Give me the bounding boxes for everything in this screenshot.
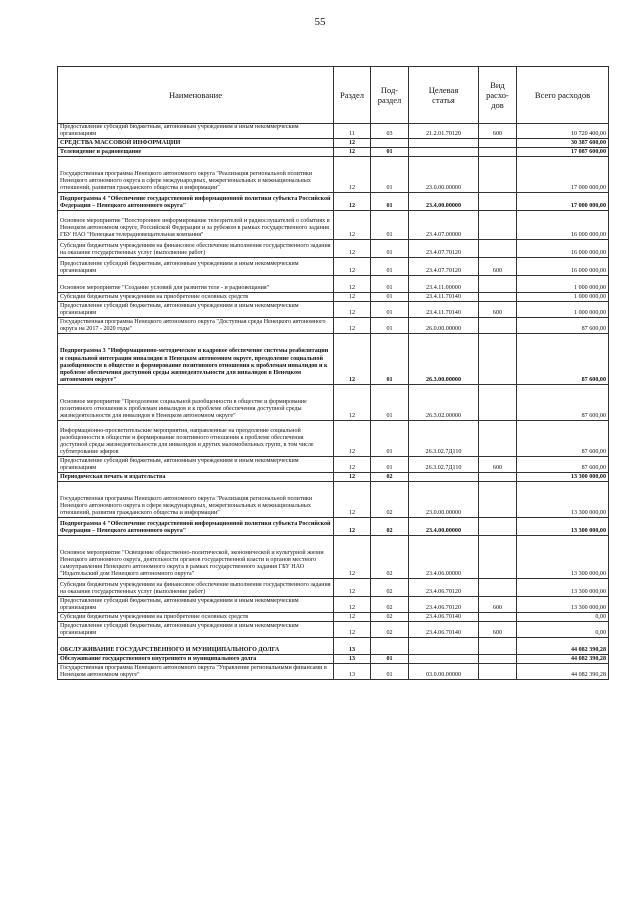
cell-subsection: 01: [371, 193, 409, 211]
cell-name: Предоставление субсидий бюджетным, автономным учреждениям и иным некоммерческим организациям: [58, 302, 334, 318]
table-row: [58, 638, 609, 655]
cell-name: Телевидение и радиовещание: [58, 148, 334, 157]
cell-name: Субсидии бюджетным учреждениям на приобретение основных средств: [58, 613, 334, 622]
cell-subsection: 02: [371, 473, 409, 482]
cell-name: Государственная программа Ненецкого автономного округа "Доступная среда Ненецкого автономного округа на 2017 - 2020 годы": [58, 318, 334, 334]
cell-section: 13: [334, 664, 371, 680]
cell-total: 13 300 000,00: [517, 579, 609, 597]
cell-name: Государственная программа Ненецкого автономного округа "Реализация региональной политики Ненецкого автономного округа в сфере международных, межрегиональных и межнациональных отношений, развития гражданского общества и информации": [58, 157, 334, 193]
cell-name: СРЕДСТВА МАССОВОЙ ИНФОРМАЦИИ: [58, 139, 334, 148]
cell-total: 87 600,00: [517, 385, 609, 421]
cell-section: 12: [334, 318, 371, 334]
table-row: [58, 302, 609, 318]
cell-name: Субсидии бюджетным учреждениям на финансовое обеспечение выполнения государственного задания на оказание государственных услуг (выполнение работ): [58, 579, 334, 597]
cell-total: 17 000 000,00: [517, 193, 609, 211]
cell-total: 30 387 600,00: [517, 139, 609, 148]
table-row: [58, 318, 609, 334]
cell-total: 13 300 000,00: [517, 518, 609, 536]
cell-total: 87 600,00: [517, 421, 609, 457]
table-row: [58, 139, 609, 148]
cell-name: Государственная программа Ненецкого автономного округа "Реализация региональной политики Ненецкого автономного округа в сфере международных, межрегиональных и межнациональных отношений, развития гражданского общества и информации": [58, 482, 334, 518]
cell-section: 12: [334, 240, 371, 258]
cell-section: 13: [334, 655, 371, 664]
table-row: [58, 613, 609, 622]
table-row: [58, 664, 609, 680]
table-row: [58, 334, 609, 385]
cell-expense-type: [479, 421, 517, 457]
cell-name: Предоставление субсидий бюджетным, автономным учреждениям и иным некоммерческим организациям: [58, 622, 334, 638]
cell-subsection: [371, 139, 409, 148]
cell-section: 12: [334, 613, 371, 622]
cell-expense-type: 600: [479, 258, 517, 276]
cell-target: 26.3.02.7Д110: [409, 457, 479, 473]
table-row: [58, 157, 609, 193]
cell-section: 12: [334, 482, 371, 518]
cell-section: 12: [334, 193, 371, 211]
cell-section: 12: [334, 211, 371, 240]
cell-total: 44 082 390,28: [517, 664, 609, 680]
cell-name: Субсидии бюджетным учреждениям на приобретение основных средств: [58, 293, 334, 302]
cell-section: 11: [334, 124, 371, 139]
cell-subsection: 02: [371, 597, 409, 613]
cell-section: 13: [334, 638, 371, 655]
cell-subsection: 01: [371, 293, 409, 302]
cell-subsection: 01: [371, 655, 409, 664]
table-row: [58, 211, 609, 240]
cell-total: 44 082 390,28: [517, 655, 609, 664]
table-row: [58, 193, 609, 211]
budget-table: [57, 66, 609, 680]
cell-section: 12: [334, 473, 371, 482]
table-row: [58, 148, 609, 157]
cell-total: 44 082 390,28: [517, 638, 609, 655]
table-row: [58, 518, 609, 536]
cell-subsection: 03: [371, 124, 409, 139]
header-name: Наименование: [58, 67, 334, 124]
cell-subsection: [371, 638, 409, 655]
cell-target: 21.2.01.70120: [409, 124, 479, 139]
table-row: [58, 124, 609, 139]
table-row: [58, 579, 609, 597]
cell-name: Подпрограмма 4 "Обеспечение государственной информационной политики субъекта Российской Федерации – Ненецкого автономного округа": [58, 518, 334, 536]
cell-subsection: 01: [371, 148, 409, 157]
cell-section: 12: [334, 597, 371, 613]
cell-name: Обслуживание государственного внутреннего и муниципального долга: [58, 655, 334, 664]
cell-target: 23.0.00.00000: [409, 157, 479, 193]
cell-name: Государственная программа Ненецкого автономного округа "Управление региональными финансами в Ненецком автономном округе": [58, 664, 334, 680]
cell-target: [409, 638, 479, 655]
cell-total: 13 300 000,00: [517, 536, 609, 579]
cell-expense-type: [479, 482, 517, 518]
header-total: Всего расходов: [517, 67, 609, 124]
cell-expense-type: [479, 193, 517, 211]
cell-total: 1 000 000,00: [517, 276, 609, 293]
cell-subsection: 02: [371, 579, 409, 597]
cell-target: 23.4.11.00000: [409, 276, 479, 293]
cell-target: 23.4.06.70140: [409, 613, 479, 622]
cell-total: 1 000 000,00: [517, 293, 609, 302]
cell-subsection: 01: [371, 385, 409, 421]
cell-section: 12: [334, 536, 371, 579]
cell-expense-type: [479, 157, 517, 193]
cell-subsection: 02: [371, 482, 409, 518]
cell-section: 12: [334, 579, 371, 597]
table-row: [58, 385, 609, 421]
cell-expense-type: [479, 579, 517, 597]
cell-expense-type: [479, 473, 517, 482]
cell-subsection: 01: [371, 334, 409, 385]
cell-expense-type: [479, 385, 517, 421]
cell-expense-type: [479, 211, 517, 240]
cell-target: 23.4.00.00000: [409, 518, 479, 536]
cell-subsection: 01: [371, 302, 409, 318]
cell-target: 23.4.07.00000: [409, 211, 479, 240]
cell-total: 16 000 000,00: [517, 258, 609, 276]
table-header-row: [58, 67, 609, 124]
cell-section: 12: [334, 258, 371, 276]
cell-expense-type: [479, 148, 517, 157]
cell-section: 12: [334, 622, 371, 638]
cell-subsection: 02: [371, 536, 409, 579]
cell-name: Субсидии бюджетным учреждениям на финансовое обеспечение выполнения государственного задания на оказание государственных услуг (выполнение работ): [58, 240, 334, 258]
cell-target: [409, 148, 479, 157]
cell-target: 23.4.07.70120: [409, 258, 479, 276]
cell-section: 12: [334, 421, 371, 457]
cell-target: 23.0.00.00000: [409, 482, 479, 518]
cell-expense-type: [479, 536, 517, 579]
cell-name: Предоставление субсидий бюджетным, автономным учреждениям и иным некоммерческим организациям: [58, 597, 334, 613]
cell-total: 0,00: [517, 613, 609, 622]
table-row: [58, 655, 609, 664]
cell-total: 87 600,00: [517, 334, 609, 385]
cell-expense-type: [479, 518, 517, 536]
cell-subsection: 01: [371, 318, 409, 334]
table-row: [58, 258, 609, 276]
cell-section: 12: [334, 157, 371, 193]
table-row: [58, 482, 609, 518]
cell-total: 17 000 000,00: [517, 157, 609, 193]
cell-expense-type: [479, 240, 517, 258]
cell-target: 23.4.06.70120: [409, 579, 479, 597]
cell-subsection: 01: [371, 258, 409, 276]
cell-target: 26.3.02.00000: [409, 385, 479, 421]
table-row: [58, 597, 609, 613]
header-target: Целевая статья: [409, 67, 479, 124]
cell-target: 23.4.07.70120: [409, 240, 479, 258]
table-row: [58, 622, 609, 638]
cell-target: [409, 655, 479, 664]
cell-expense-type: [479, 638, 517, 655]
cell-expense-type: [479, 318, 517, 334]
cell-subsection: 01: [371, 240, 409, 258]
cell-expense-type: [479, 276, 517, 293]
cell-target: 26.3.02.7Д110: [409, 421, 479, 457]
table-row: [58, 421, 609, 457]
cell-expense-type: 600: [479, 622, 517, 638]
cell-section: 12: [334, 457, 371, 473]
cell-section: 12: [334, 276, 371, 293]
page-number: 55: [314, 16, 326, 28]
cell-section: 12: [334, 148, 371, 157]
cell-subsection: 02: [371, 518, 409, 536]
table-row: [58, 240, 609, 258]
cell-target: 23.4.06.70140: [409, 622, 479, 638]
cell-expense-type: [479, 655, 517, 664]
header-expense-type: Вид расхо- дов: [479, 67, 517, 124]
cell-name: ОБСЛУЖИВАНИЕ ГОСУДАРСТВЕННОГО И МУНИЦИПАЛЬНОГО ДОЛГА: [58, 638, 334, 655]
cell-total: 87 600,00: [517, 457, 609, 473]
cell-total: 1 000 000,00: [517, 302, 609, 318]
cell-target: 26.0.00.00000: [409, 318, 479, 334]
cell-expense-type: 600: [479, 597, 517, 613]
cell-total: 13 300 000,00: [517, 597, 609, 613]
cell-subsection: 01: [371, 457, 409, 473]
cell-expense-type: [479, 139, 517, 148]
cell-name: Предоставление субсидий бюджетным, автономным учреждениям и иным некоммерческим организациям: [58, 258, 334, 276]
cell-expense-type: [479, 664, 517, 680]
cell-target: 26.3.00.00000: [409, 334, 479, 385]
cell-subsection: 01: [371, 211, 409, 240]
cell-total: 13 300 000,00: [517, 482, 609, 518]
cell-name: Информационно-просветительские мероприятия, направленные на преодоление социальной разобщенности в обществе и формирование позитивного отношения к проблеме обеспечения доступной среды жизнедеятельности для инвалидов и других маломобильных групп, в том числе субтитрование эфиров: [58, 421, 334, 457]
cell-subsection: 02: [371, 622, 409, 638]
cell-expense-type: 600: [479, 124, 517, 139]
cell-section: 12: [334, 302, 371, 318]
cell-name: Основное мероприятие "Всестороннее информирование телезрителей и радиослушателей о событиях в Ненецком автономном округе, Российской Федерации и за рубежом в рамках государственного задания ГБУ НАО "Ненецкая телерадиовещательная компания": [58, 211, 334, 240]
cell-section: 12: [334, 334, 371, 385]
cell-total: 87 600,00: [517, 318, 609, 334]
cell-section: 12: [334, 518, 371, 536]
table-row: [58, 293, 609, 302]
header-subsection: Под- раздел: [371, 67, 409, 124]
table-row: [58, 457, 609, 473]
cell-name: Предоставление субсидий бюджетным, автономным учреждениям и иным некоммерческим организациям: [58, 457, 334, 473]
cell-target: 23.4.06.00000: [409, 536, 479, 579]
cell-subsection: 01: [371, 157, 409, 193]
cell-total: 16 000 000,00: [517, 211, 609, 240]
cell-total: 13 300 000,00: [517, 473, 609, 482]
cell-name: Основное мероприятие "Освещение общественно-политической, экономической и культурной жизни Ненецкого автономного округа, деятельности органов государственной власти и органов местного самоуправления Ненецкого автономного округа в рамках государственного задания ГБУ НАО "Издательский дом Ненецкого автономного округа": [58, 536, 334, 579]
cell-target: [409, 473, 479, 482]
cell-section: 12: [334, 139, 371, 148]
cell-total: 10 720 400,00: [517, 124, 609, 139]
cell-name: Подпрограмма 4 "Обеспечение государственной информационной политики субъекта Российской Федерации – Ненецкого автономного округа": [58, 193, 334, 211]
cell-total: 16 000 000,00: [517, 240, 609, 258]
cell-expense-type: 600: [479, 457, 517, 473]
table-row: [58, 473, 609, 482]
cell-name: Основное мероприятие "Преодоление социальной разобщенности в обществе и формирование позитивного отношения к проблемам инвалидов и к проблеме обеспечения доступной среды жизнедеятельности для инвалидов в Ненецком автономном округе": [58, 385, 334, 421]
table-row: [58, 536, 609, 579]
cell-name: Предоставление субсидий бюджетным, автономным учреждениям и иным некоммерческим организациям: [58, 124, 334, 139]
cell-name: Периодическая печать и издательства: [58, 473, 334, 482]
cell-expense-type: [479, 334, 517, 385]
cell-subsection: 01: [371, 276, 409, 293]
cell-section: 12: [334, 385, 371, 421]
table-row: [58, 276, 609, 293]
cell-name: Основное мероприятие "Создание условий для развития теле - и радиовещания": [58, 276, 334, 293]
cell-target: 03.0.00.00000: [409, 664, 479, 680]
cell-total: 0,00: [517, 622, 609, 638]
cell-subsection: 01: [371, 421, 409, 457]
cell-target: 23.4.11.70140: [409, 302, 479, 318]
cell-expense-type: [479, 613, 517, 622]
cell-name: Подпрограмма 3 "Информационно-методическое и кадровое обеспечение системы реабилитации и социальной интеграции инвалидов в Ненецком автономном округе, преодоление социальной разобщенности в обществе и формирование позитивного отношения к проблемам инвалидов и к проблеме обеспечения доступной среды жизнедеятельности для инвалидов в Ненецком автономном округе": [58, 334, 334, 385]
cell-section: 12: [334, 293, 371, 302]
cell-target: 23.4.11.70140: [409, 293, 479, 302]
cell-target: 23.4.06.70120: [409, 597, 479, 613]
cell-total: 17 087 600,00: [517, 148, 609, 157]
cell-expense-type: 600: [479, 302, 517, 318]
cell-target: 23.4.00.00000: [409, 193, 479, 211]
cell-subsection: 02: [371, 613, 409, 622]
cell-subsection: 01: [371, 664, 409, 680]
cell-expense-type: [479, 293, 517, 302]
table-body: [58, 124, 609, 680]
cell-target: [409, 139, 479, 148]
header-section: Раздел: [334, 67, 371, 124]
